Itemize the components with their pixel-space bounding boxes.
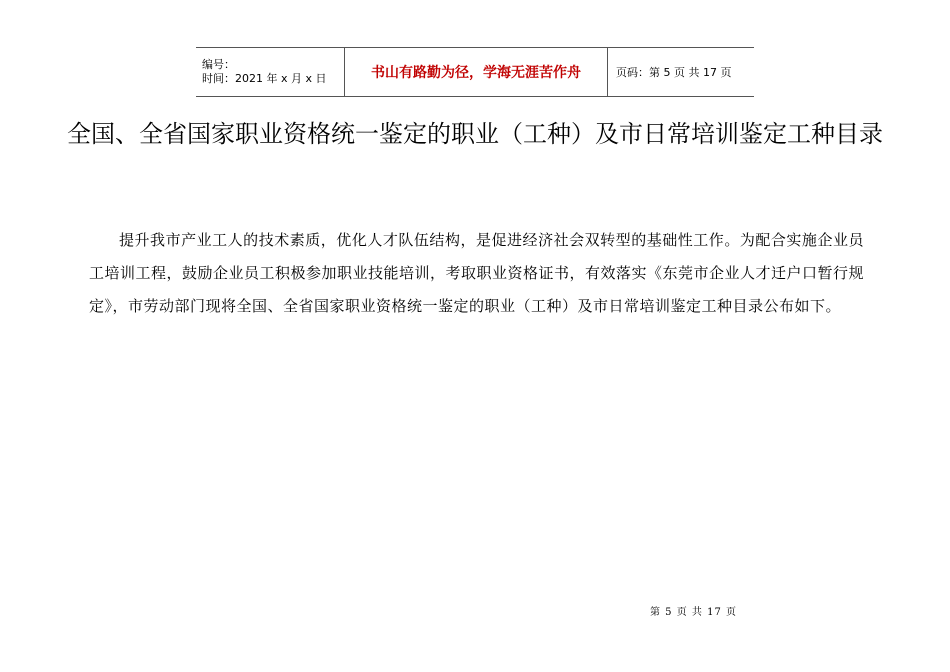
header-motto: 书山有路勤为径，学海无涯苦作舟	[345, 48, 608, 97]
document-title: 全国、全省国家职业资格统一鉴定的职业（工种）及市日常培训鉴定工种目录	[67, 120, 883, 148]
time-label: 时间：2021 年 x 月 x 日	[202, 72, 327, 85]
body-paragraph: 提升我市产业工人的技术素质，优化人才队伍结构，是促进经济社会双转型的基础性工作。为配合实施企业员工培训工程，鼓励企业员工积极参加职业技能培训，考取职业资格证书，有效落实《东莞市企业人才迁户口暂行规定》，市劳动部门现将全国、全省国家职业资格统一鉴定的职业（工种）及市日常培训鉴定工种目录公布如下。	[89, 231, 865, 315]
page-footer: 第 5 页 共 17 页	[650, 607, 737, 618]
header-page-label: 页码：第 5 页 共 17 页	[608, 48, 755, 97]
header-meta	[196, 48, 345, 97]
number-label: 编号：	[202, 58, 235, 71]
document-header	[196, 47, 754, 97]
